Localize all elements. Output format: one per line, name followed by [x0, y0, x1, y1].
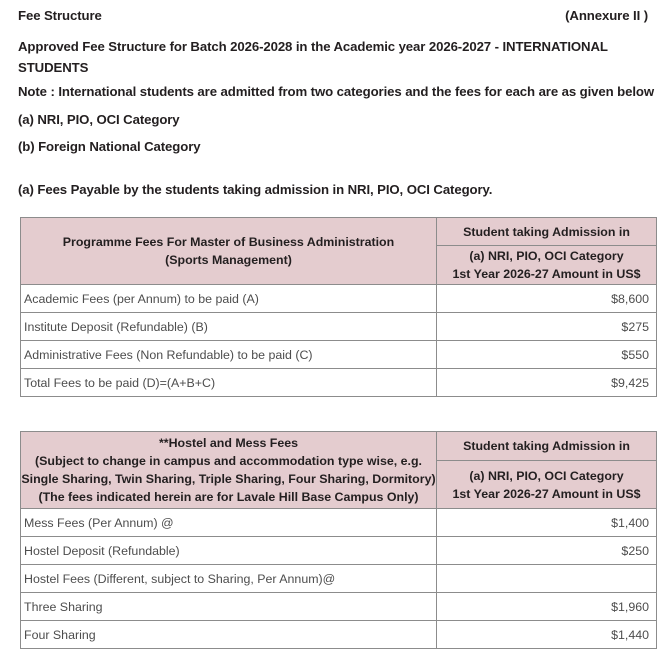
programme-fees-table [20, 217, 657, 397]
row-value: $1,400 [437, 509, 657, 537]
table1-header-category-line: (a) NRI, PIO, OCI Category [469, 249, 624, 264]
row-value: $9,425 [437, 369, 657, 397]
category-b: (b) Foreign National Category [18, 139, 201, 154]
table2-header-student: Student taking Admission in [437, 432, 657, 461]
table-row [21, 565, 657, 593]
table-row [21, 621, 657, 649]
row-value: $8,600 [437, 285, 657, 313]
table1-header-line2: (Sports Management) [165, 253, 292, 267]
hostel-fees-table [20, 431, 657, 649]
table1-header-year-line: 1st Year 2026-27 Amount in US$ [452, 267, 641, 282]
row-value: $550 [437, 341, 657, 369]
table2-header-line2: (Subject to change in campus and accommodation type wise, e.g. [35, 454, 422, 468]
note-text: Note : International students are admitted from two categories and the fees for each are as given below [18, 84, 655, 99]
row-label: Three Sharing [21, 593, 437, 621]
table-row [21, 593, 657, 621]
table-row [21, 537, 657, 565]
row-label: Hostel Deposit (Refundable) [21, 537, 437, 565]
annexure-label: (Annexure II ) [565, 8, 648, 23]
row-label: Hostel Fees (Different, subject to Sharing, Per Annum)@ [21, 565, 437, 593]
row-value: $250 [437, 537, 657, 565]
table-row [21, 285, 657, 313]
row-label: Total Fees to be paid (D)=(A+B+C) [21, 369, 437, 397]
category-a: (a) NRI, PIO, OCI Category [18, 112, 180, 127]
table1-header-category [437, 246, 657, 285]
table1-header-student: Student taking Admission in [437, 218, 657, 246]
row-label: Administrative Fees (Non Refundable) to be paid (C) [21, 341, 437, 369]
table2-header-line3: Single Sharing, Twin Sharing, Triple Sharing, Four Sharing, Dormitory) [21, 472, 436, 486]
table2-header-category-line: (a) NRI, PIO, OCI Category [469, 468, 624, 483]
table2-header-hostel [21, 432, 437, 509]
row-value [437, 565, 657, 593]
table-row [21, 369, 657, 397]
row-label: Four Sharing [21, 621, 437, 649]
approved-heading: Approved Fee Structure for Batch 2026-2028 in the Academic year 2026-2027 - INTERNATIONAL STUDENTS [18, 39, 608, 75]
row-value: $1,960 [437, 593, 657, 621]
table-row [21, 341, 657, 369]
row-label: Academic Fees (per Annum) to be paid (A) [21, 285, 437, 313]
table2-header-category [437, 461, 657, 509]
table-row [21, 313, 657, 341]
table-row [21, 509, 657, 537]
table2-header-line4: (The fees indicated herein are for Lavale Hill Base Campus Only) [38, 490, 419, 504]
page-title: Fee Structure [18, 8, 102, 23]
row-value: $275 [437, 313, 657, 341]
row-label: Institute Deposit (Refundable) (B) [21, 313, 437, 341]
table2-header-year-line: 1st Year 2026-27 Amount in US$ [452, 486, 641, 501]
section-a-heading: (a) Fees Payable by the students taking admission in NRI, PIO, OCI Category. [18, 182, 493, 197]
table1-header-programme [21, 218, 437, 285]
row-label: Mess Fees (Per Annum) @ [21, 509, 437, 537]
row-value: $1,440 [437, 621, 657, 649]
table2-header-line1: **Hostel and Mess Fees [158, 436, 299, 450]
table1-header-line1: Programme Fees For Master of Business Administration [62, 235, 395, 249]
